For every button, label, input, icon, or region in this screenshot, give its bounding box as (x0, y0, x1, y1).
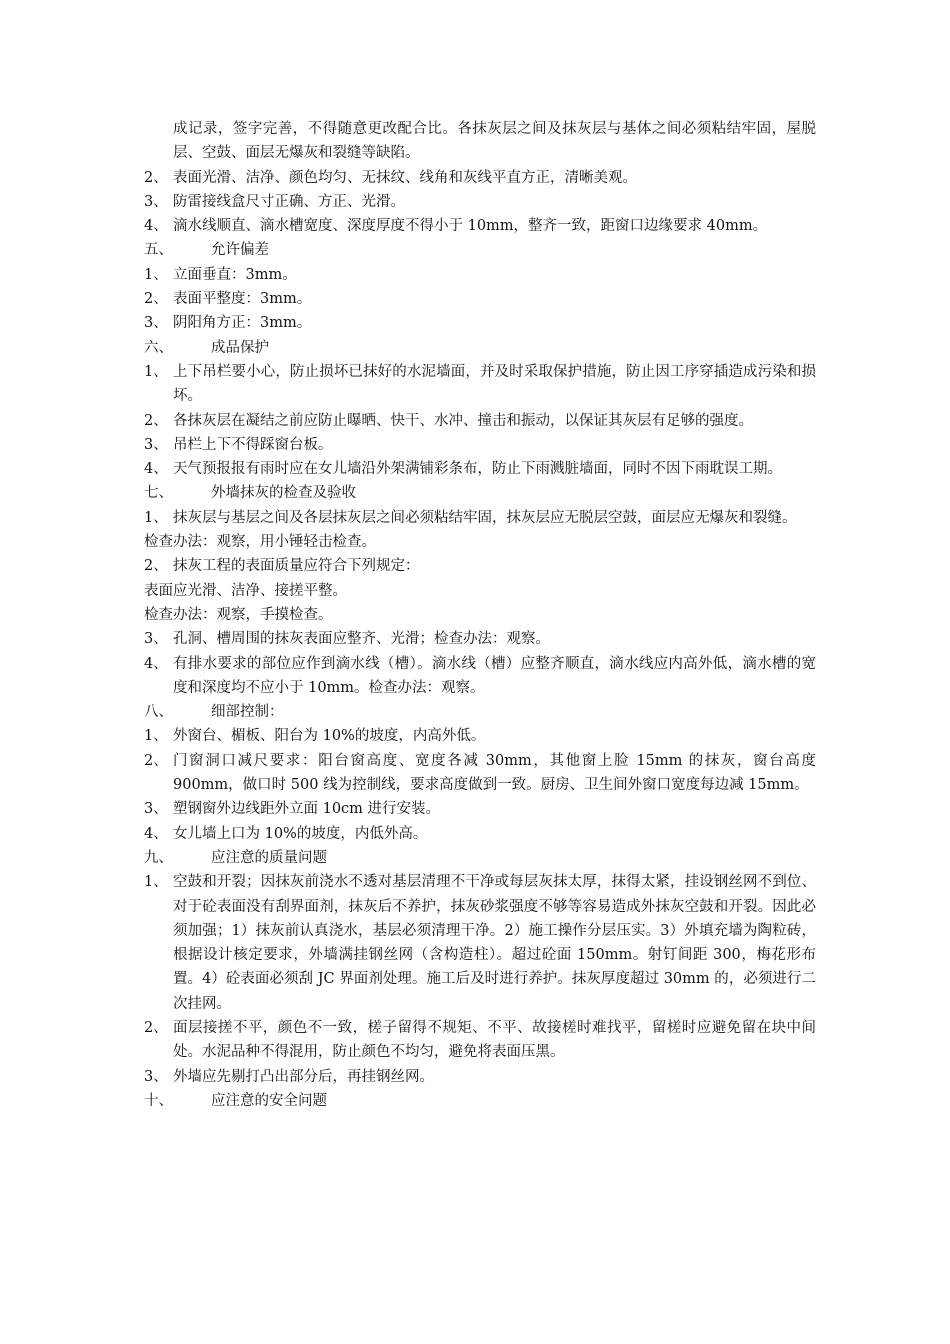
item-text: 阴阳角方正：3mm。 (173, 315, 312, 332)
document-body (144, 117, 816, 1113)
item-number: 3、 (144, 436, 168, 453)
list-item (144, 190, 816, 214)
item-text: 门窗洞口减尺要求：阳台窗高度、宽度各减 30mm，其他窗上脸 15mm 的抹灰，窗台高度 900mm，做口时 500 线为控制线，要求高度做到一致。厨房、卫生间外窗口宽度每边减 15mm。 (173, 752, 816, 794)
list-item (144, 724, 816, 748)
surface-requirement: 表面应光滑、洁净、接搓平整。 (144, 582, 347, 599)
list-item (144, 1065, 816, 1089)
item-text: 有排水要求的部位应作到滴水线（槽）。滴水线（槽）应整齐顺直，滴水线应内高外低，滴水槽的宽度和深度均不应小于 10mm。检查办法：观察。 (173, 655, 816, 696)
item-number: 1、 (144, 728, 168, 745)
item-number: 3、 (144, 1068, 168, 1085)
list-item (144, 554, 816, 578)
section-number: 九、 (144, 849, 173, 866)
section-heading-5 (144, 238, 816, 262)
item-number: 3、 (144, 193, 168, 210)
list-item (144, 870, 816, 1016)
section-number: 十、 (144, 1092, 173, 1109)
item-text: 滴水线顺直、滴水槽宽度、深度厚度不得小于 10mm，整齐一致，距窗口边缘要求 40mm。 (173, 218, 768, 235)
item-number: 1、 (144, 509, 168, 526)
list-item (144, 214, 816, 238)
item-text: 防雷接线盒尺寸正确、方正、光滑。 (173, 193, 405, 210)
section-title: 成品保护 (211, 339, 269, 356)
check-method: 检查办法：观察，用小锤轻击检查。 (144, 534, 376, 551)
item-number: 4、 (144, 461, 168, 478)
item-text: 空鼓和开裂；因抹灰前浇水不透对基层清理不干净或每层灰抹太厚，抹得太紧，挂设钢丝网不到位、对于砼表面没有刮界面剂，抹灰后不养护，抹灰砂浆强度不够等容易造成外抹灰空鼓和开裂。因此必须加强；1）抹灰前认真浇水，基层必须清理干净。2）施工操作分层压实。3）外填充墙为陶粒砖，根据设计核定要求，外墙满挂钢丝网（含构造柱）。超过砼面 150mm。射钉间距 300，梅花形布置。4）砼表面必须刮 JC 界面剂处理。施工后及时进行养护。抹灰厚度超过 30mm 的，必须进行二次挂网。 (173, 874, 816, 1012)
item-number: 1、 (144, 874, 168, 891)
item-number: 3、 (144, 315, 168, 332)
section-heading-9 (144, 846, 816, 870)
item-number: 2、 (144, 558, 168, 575)
item-number: 2、 (144, 412, 168, 429)
section-number: 五、 (144, 242, 173, 259)
item-text: 立面垂直：3mm。 (173, 266, 297, 283)
item-number: 4、 (144, 218, 168, 235)
item-text: 外墙应先剔打凸出部分后，再挂钢丝网。 (173, 1068, 434, 1085)
item-number: 2、 (144, 1019, 168, 1036)
list-item (144, 627, 816, 651)
continuation-paragraph: 成记录，签字完善，不得随意更改配合比。各抹灰层之间及抹灰层与基体之间必须粘结牢固，屋脱层、空鼓、面层无爆灰和裂缝等缺陷。 (173, 121, 816, 162)
item-text: 孔洞、槽周围的抹灰表面应整齐、光滑；检查办法：观察。 (173, 631, 550, 648)
list-item (144, 749, 816, 798)
list-item (144, 797, 816, 821)
check-method: 检查办法：观察，手摸检查。 (144, 606, 333, 623)
section-title: 应注意的安全问题 (211, 1092, 327, 1109)
item-text: 表面平整度：3mm。 (173, 291, 312, 308)
item-number: 3、 (144, 801, 168, 818)
section-heading-7 (144, 481, 816, 505)
item-number: 2、 (144, 752, 168, 769)
section-heading-6 (144, 336, 816, 360)
item-text: 面层接搓不平，颜色不一致，槎子留得不规矩、不平、故接槎时难找平，留槎时应避免留在块中间处。水泥品种不得混用，防止颜色不均匀，避免将表面压黑。 (173, 1019, 816, 1061)
section-title: 应注意的质量问题 (211, 849, 327, 866)
section-title: 外墙抹灰的检查及验收 (211, 485, 356, 502)
item-text: 吊栏上下不得踩窗台板。 (173, 436, 333, 453)
item-text: 表面光滑、洁净、颜色均匀、无抹纹、线角和灰线平直方正，清晰美观。 (173, 169, 637, 186)
list-item (144, 652, 816, 701)
item-text: 上下吊栏要小心，防止损坏已抹好的水泥墙面，并及时采取保护措施，防止因工序穿插造成污染和损坏。 (173, 363, 816, 405)
item-text: 塑钢窗外边线距外立面 10cm 进行安装。 (173, 801, 441, 818)
list-item (144, 822, 816, 846)
item-number: 2、 (144, 169, 168, 186)
section-title: 允许偏差 (211, 242, 269, 259)
item-number: 4、 (144, 825, 168, 842)
section-heading-8 (144, 700, 816, 724)
list-item (144, 433, 816, 457)
list-item (144, 263, 816, 287)
list-item (144, 311, 816, 335)
item-number: 2、 (144, 291, 168, 308)
item-text: 天气预报报有雨时应在女儿墙沿外架满铺彩条布，防止下雨溅脏墙面，同时不因下雨耽误工期。 (173, 461, 782, 478)
item-text: 外窗台、楣板、阳台为 10%的坡度，内高外低。 (173, 728, 486, 745)
section-title: 细部控制： (211, 704, 284, 721)
list-item (144, 166, 816, 190)
list-item (144, 360, 816, 409)
item-text: 女儿墙上口为 10%的坡度，内低外高。 (173, 825, 428, 842)
item-number: 4、 (144, 655, 168, 672)
section-number: 六、 (144, 339, 173, 356)
list-item (144, 506, 816, 530)
item-text: 抹灰工程的表面质量应符合下列规定： (173, 558, 420, 575)
section-number: 八、 (144, 704, 173, 721)
list-item (144, 409, 816, 433)
item-number: 1、 (144, 266, 168, 283)
list-item (144, 1016, 816, 1065)
item-number: 1、 (144, 363, 168, 380)
section-number: 七、 (144, 485, 173, 502)
item-text: 抹灰层与基层之间及各层抹灰层之间必须粘结牢固，抹灰层应无脱层空鼓，面层应无爆灰和裂缝。 (173, 509, 797, 526)
section-heading-10 (144, 1089, 816, 1113)
item-text: 各抹灰层在凝结之前应防止曝晒、快干、水冲、撞击和振动，以保证其灰层有足够的强度。 (173, 412, 753, 429)
list-item (144, 287, 816, 311)
item-number: 3、 (144, 631, 168, 648)
list-item (144, 457, 816, 481)
